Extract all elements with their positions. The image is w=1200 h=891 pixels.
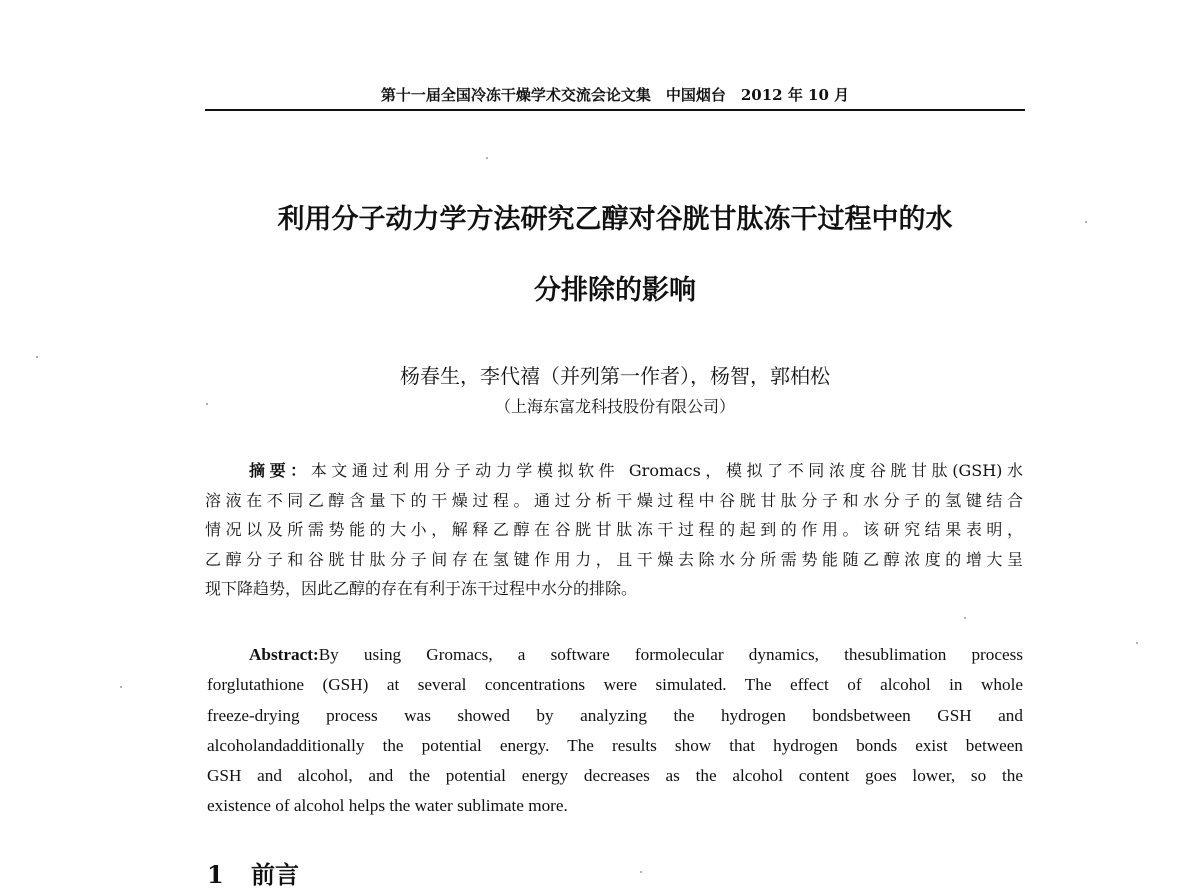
abstract-cn [205,456,1023,604]
scan-speck [120,686,122,688]
abstract-en-label: Abstract: [249,645,319,664]
abstract-cn-line: 乙醇分子和谷胱甘肽分子间存在氢键作用力，且干燥去除水分所需势能随乙醇浓度的增大呈 [205,549,1023,569]
scan-speck [36,356,38,358]
scan-speck [206,403,208,405]
running-header: 第十一届全国冷冻干燥学术交流会论文集 中国烟台 2012 年 10 月 [380,86,850,104]
abstract-en-text: By using Gromacs, a software formolecular dynamics, thesublimation process [318,645,1023,664]
abstract-en-line: existence of alcohol helps the water sublimate more. [207,796,568,816]
abstract-en-line: GSH and alcohol, and the potential energy decreases as the alcohol content goes lower, so the [207,766,1023,786]
abstract-cn-line: 现下降趋势，因此乙醇的存在有利于冻干过程中水分的排除。 [205,579,638,598]
title-line-1: 利用分子动力学方法研究乙醇对谷胱甘肽冻干过程中的水 [277,204,953,235]
scan-speck [1085,221,1087,223]
abstract-cn-label: 摘要： [249,461,311,480]
authors: 杨春生，李代禧（并列第一作者），杨智，郭柏松 [400,364,830,388]
abstract-en-line: alcoholandadditionally the potential energy. The results show that hydrogen bonds exist between [207,735,1023,755]
scan-speck [486,157,488,159]
header-rule [205,109,1025,111]
scan-speck [640,871,642,873]
section-number: 1 [207,860,224,889]
abstract-cn-line: 溶液在不同乙醇含量下的干燥过程。通过分析干燥过程中谷胱甘肽分子和水分子的氢键结合 [205,490,1023,510]
abstract-cn-line: 情况以及所需势能的大小，解释乙醇在谷胱甘肽冻干过程的起到的作用。该研究结果表明， [205,520,1023,539]
title-line-2: 分排除的影响 [534,275,696,306]
affiliation: （上海东富龙科技股份有限公司） [494,397,735,416]
scan-speck [964,617,966,619]
section-heading [207,855,299,890]
scan-speck [1136,642,1138,644]
abstract-cn-line [205,456,1023,486]
abstract-en-line: freeze-drying process was showed by analyzing the hydrogen bondsbetween GSH and [207,705,1023,725]
abstract-cn-text: 本文通过利用分子动力学模拟软件 Gromacs，模拟了不同浓度谷胱甘肽(GSH)水 [310,461,1023,480]
abstract-en-line [207,640,1023,670]
abstract-en-line: forglutathione (GSH) at several concentrations were simulated. The effect of alcohol in whole [207,675,1023,695]
section-title: 前言 [251,860,299,889]
abstract-en [207,640,1023,822]
